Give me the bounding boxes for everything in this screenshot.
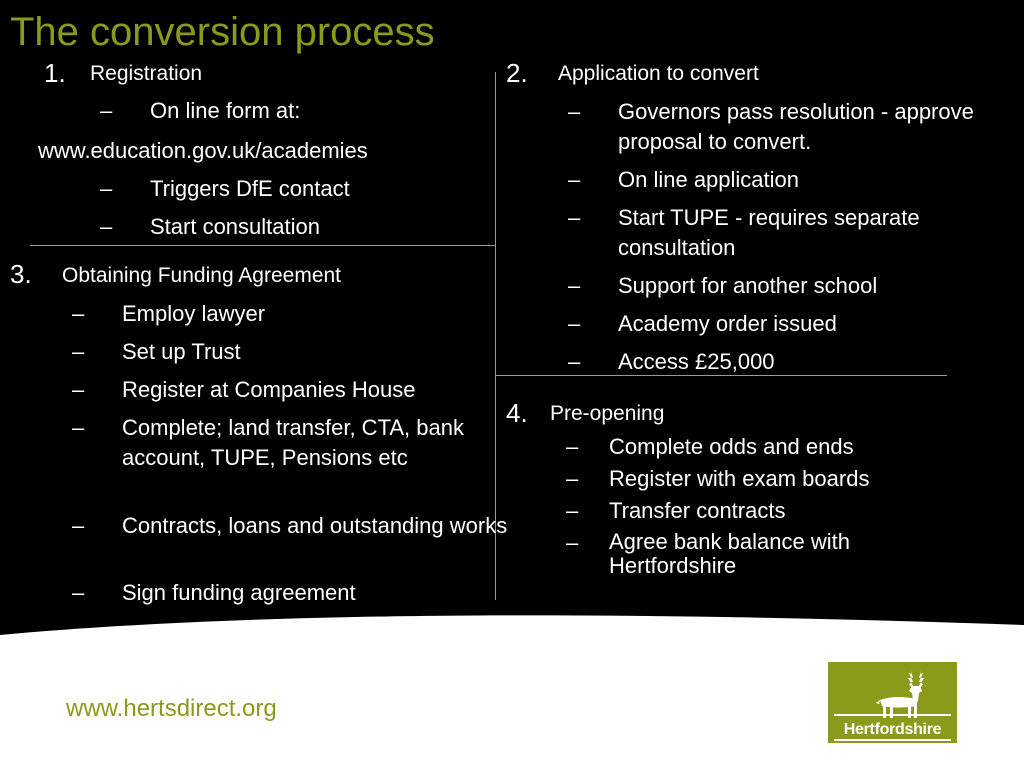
section2-number: 2.	[506, 58, 528, 88]
section1-heading: Registration	[90, 62, 203, 85]
section3-item	[72, 413, 492, 473]
bullet-text: Register at Companies House	[122, 377, 416, 402]
logo-rule-top	[834, 714, 951, 716]
bullet-text: Register with exam boards	[609, 466, 870, 491]
footer-website[interactable]: www.hertsdirect.org	[66, 695, 277, 722]
bullet-text: Triggers DfE contact	[150, 176, 350, 201]
bullet-dash: –	[72, 301, 85, 326]
bullet-text: Sign funding agreement	[122, 580, 356, 605]
bullet-dash: –	[72, 415, 85, 440]
bullet-dash: –	[72, 580, 85, 605]
bullet-text: On line form at:	[150, 98, 301, 123]
bullet-dash: –	[100, 98, 113, 123]
section1-number: 1.	[44, 58, 66, 88]
bullet-dash: –	[100, 176, 113, 201]
section2-item	[568, 271, 988, 301]
bullet-dash: –	[566, 434, 579, 459]
section1-item	[100, 212, 480, 242]
bullet-dash: –	[566, 530, 579, 555]
bullet-text: Governors pass resolution - approve proposal to convert.	[618, 99, 974, 154]
section4-heading: Pre-opening	[550, 402, 665, 425]
section4-item	[566, 530, 906, 578]
hart-icon	[828, 664, 957, 720]
bullet-dash: –	[72, 377, 85, 402]
bullet-text: Complete odds and ends	[609, 434, 854, 459]
section3-item	[72, 578, 496, 608]
bullet-dash: –	[568, 311, 581, 336]
bullet-text: Support for another school	[618, 273, 878, 298]
bullet-dash: –	[100, 214, 113, 239]
logo-rule-bottom	[834, 739, 951, 741]
section3-item	[72, 511, 512, 541]
bullet-text: Access £25,000	[618, 349, 775, 374]
bullet-text: Academy order issued	[618, 311, 837, 336]
bullet-dash: –	[566, 466, 579, 491]
section4-item	[566, 498, 966, 524]
section3-item	[72, 375, 496, 405]
section2-item	[568, 97, 988, 157]
bullet-text: Contracts, loans and outstanding works	[122, 513, 508, 538]
bullet-dash: –	[568, 99, 581, 124]
bullet-dash: –	[566, 498, 579, 523]
slide-title: The conversion process	[10, 10, 435, 54]
section1-item	[100, 96, 480, 126]
section2-item	[568, 203, 988, 263]
bullet-text: Start consultation	[150, 214, 320, 239]
section3-number: 3.	[10, 259, 32, 289]
section2-item	[568, 309, 988, 339]
bullet-dash: –	[568, 205, 581, 230]
section4-item	[566, 466, 966, 492]
left-divider	[30, 245, 496, 246]
bullet-dash: –	[568, 167, 581, 192]
bullet-text: On line application	[618, 167, 800, 192]
bullet-dash: –	[72, 339, 85, 364]
bullet-text: Employ lawyer	[122, 301, 266, 326]
logo-wordmark: Hertfordshire	[843, 721, 942, 738]
bullet-dash: –	[72, 513, 85, 538]
bullet-text: Agree bank balance with Hertfordshire	[609, 529, 850, 578]
hertfordshire-logo	[828, 662, 957, 743]
bullet-text: Start TUPE - requires separate consultation	[618, 205, 920, 260]
section3-heading: Obtaining Funding Agreement	[62, 264, 342, 287]
bullet-dash: –	[568, 273, 581, 298]
section2-item	[568, 165, 988, 195]
section4-number: 4.	[506, 398, 528, 428]
section4-item	[566, 434, 966, 460]
section2-heading: Application to convert	[558, 62, 759, 85]
section3-item	[72, 299, 496, 329]
bullet-text: Set up Trust	[122, 339, 241, 364]
bullet-dash: –	[568, 349, 581, 374]
education-url: www.education.gov.uk/academies	[38, 138, 368, 163]
bullet-text: Transfer contracts	[609, 498, 786, 523]
bullet-text: Complete; land transfer, CTA, bank account, TUPE, Pensions etc	[122, 415, 464, 470]
section1-item	[100, 174, 480, 204]
section2-item	[568, 347, 988, 377]
section3-item	[72, 337, 496, 367]
